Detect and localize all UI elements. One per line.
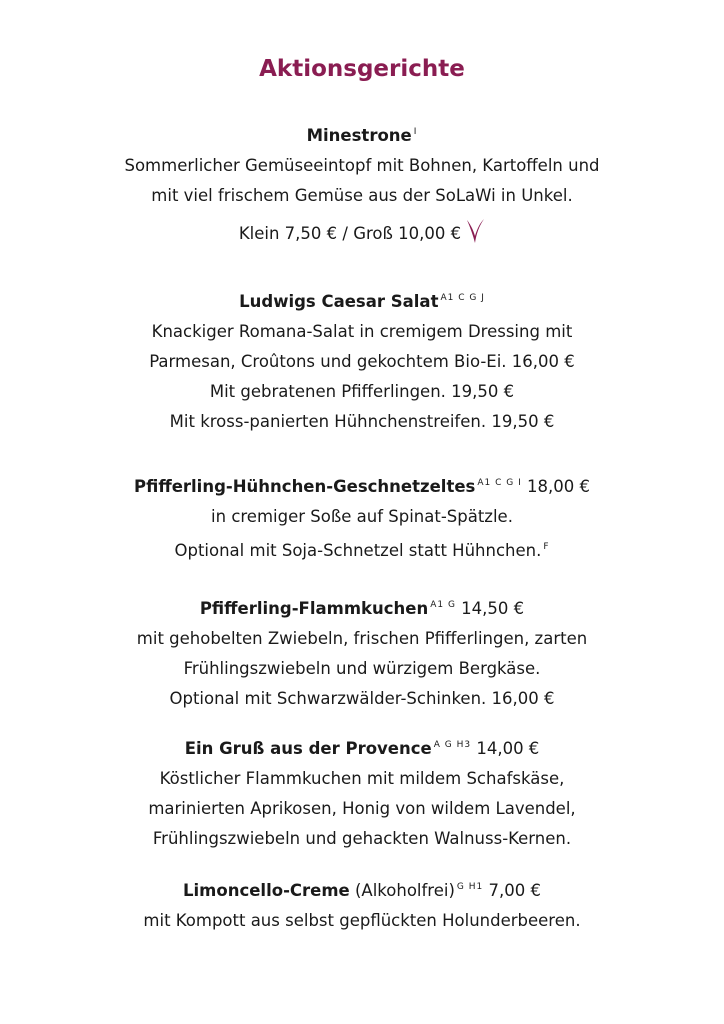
dish-heading bbox=[0, 283, 724, 317]
dish-price: 14,00 € bbox=[476, 739, 540, 758]
dish-description-line: Mit gebratenen Pfifferlingen. 19,50 € bbox=[209, 382, 515, 401]
dish-description-line: Optional mit Schwarzwälder-Schinken. 16,00 € bbox=[169, 689, 555, 708]
dish-name: Ein Gruß aus der Provence bbox=[184, 739, 432, 758]
dish-description-line: mit Kompott aus selbst gepflückten Holunderbeeren. bbox=[143, 911, 581, 930]
dish-description-line: mit gehobelten Zwiebeln, frischen Pfifferlingen, zarten bbox=[136, 629, 588, 648]
allergen-codes: A1 C G I bbox=[477, 478, 522, 488]
allergen-codes: A1 C G J bbox=[440, 293, 485, 303]
dish-description-line: Mit kross-panierten Hühnchenstreifen. 19,50 € bbox=[169, 412, 555, 431]
dish-description-line: Parmesan, Croûtons und gekochtem Bio-Ei. 16,00 € bbox=[149, 352, 575, 371]
dish-name: Limoncello-Creme bbox=[183, 881, 350, 900]
dish-flammkuchen bbox=[0, 590, 724, 714]
dish-price-line bbox=[0, 217, 724, 255]
dish-price: 7,00 € bbox=[488, 881, 541, 900]
allergen-codes: F bbox=[543, 542, 550, 552]
dish-name: Pfifferling-Flammkuchen bbox=[199, 599, 429, 618]
page-title: Aktionsgerichte bbox=[259, 56, 465, 82]
dish-description-line: Frühlingszwiebeln und würzigem Bergkäse. bbox=[183, 659, 541, 678]
dish-heading bbox=[0, 590, 724, 624]
dish-heading bbox=[0, 117, 724, 151]
dish-name-suffix: (Alkoholfrei) bbox=[354, 881, 455, 900]
vegan-v-icon bbox=[465, 217, 485, 255]
dish-geschnetzeltes bbox=[0, 468, 724, 566]
allergen-codes: I bbox=[413, 127, 418, 137]
dish-name: Ludwigs Caesar Salat bbox=[239, 292, 439, 311]
dish-limoncello bbox=[0, 872, 724, 936]
dish-option-line bbox=[0, 532, 724, 566]
dish-caesar-salat bbox=[0, 283, 724, 437]
dish-price: 14,50 € bbox=[461, 599, 525, 618]
dish-description-line: mit viel frischem Gemüse aus der SoLaWi in Unkel. bbox=[151, 186, 573, 205]
dish-provence bbox=[0, 730, 724, 854]
dish-description-line: Sommerlicher Gemüseeintopf mit Bohnen, Kartoffeln und bbox=[124, 156, 600, 175]
dish-name: Minestrone bbox=[306, 126, 412, 145]
dish-description-line: Knackiger Romana-Salat in cremigem Dressing mit bbox=[151, 322, 573, 341]
dish-description-line: Köstlicher Flammkuchen mit mildem Schafskäse, bbox=[159, 769, 565, 788]
dish-heading bbox=[0, 872, 724, 906]
dish-price: 18,00 € bbox=[527, 477, 590, 496]
dish-heading bbox=[0, 730, 724, 764]
dish-description-line: in cremiger Soße auf Spinat-Spätzle. bbox=[211, 507, 513, 526]
dish-price: Klein 7,50 € / Groß 10,00 € bbox=[238, 224, 462, 243]
allergen-codes: A G H3 bbox=[433, 740, 472, 750]
dish-description-line: Frühlingszwiebeln und gehackten Walnuss-Kernen. bbox=[152, 829, 572, 848]
allergen-codes: A1 G bbox=[430, 600, 456, 610]
dish-name: Pfifferling-Hühnchen-Geschnetzeltes bbox=[134, 477, 476, 496]
dish-option: Optional mit Soja-Schnetzel statt Hühnchen. bbox=[174, 541, 542, 560]
dish-minestrone bbox=[0, 117, 724, 255]
dish-description-line: marinierten Aprikosen, Honig von wildem Lavendel, bbox=[148, 799, 576, 818]
dish-heading bbox=[0, 468, 724, 502]
allergen-codes: G H1 bbox=[456, 882, 484, 892]
